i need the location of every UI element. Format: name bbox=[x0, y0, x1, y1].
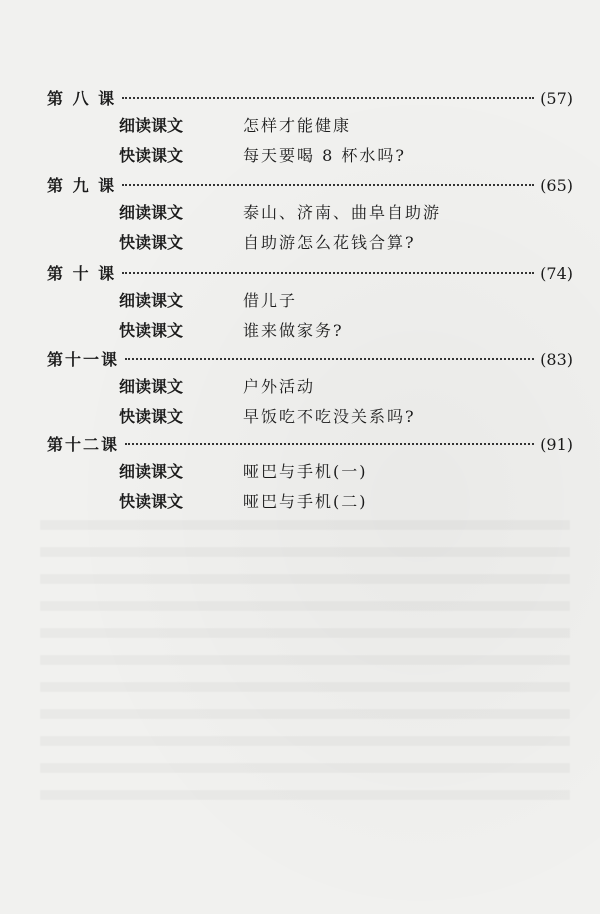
lesson-title: 第 八 课 bbox=[47, 89, 117, 108]
toc-lesson-11 bbox=[47, 347, 573, 431]
lesson-heading[interactable] bbox=[47, 432, 573, 456]
dot-leader bbox=[122, 184, 534, 186]
entry-label: 快读课文 bbox=[119, 233, 184, 252]
lesson-heading[interactable] bbox=[47, 86, 573, 110]
toc-entry[interactable] bbox=[47, 315, 573, 345]
lesson-title: 第十一课 bbox=[47, 350, 120, 369]
entry-label: 快读课文 bbox=[119, 407, 184, 426]
dot-leader bbox=[122, 272, 534, 274]
page-number: (74) bbox=[540, 264, 573, 283]
toc-entry[interactable] bbox=[47, 197, 573, 227]
toc-lesson-9 bbox=[47, 173, 573, 257]
lesson-title: 第 十 课 bbox=[47, 264, 117, 283]
entry-label: 快读课文 bbox=[119, 146, 184, 165]
entry-title: 每天要喝 8 杯水吗? bbox=[243, 146, 406, 165]
toc-entry[interactable] bbox=[47, 486, 573, 516]
dot-leader bbox=[122, 97, 534, 99]
page-number: (83) bbox=[540, 350, 573, 369]
entry-title: 户外活动 bbox=[243, 377, 316, 396]
page-number: (91) bbox=[540, 435, 573, 454]
toc-entry[interactable] bbox=[47, 371, 573, 401]
lesson-title: 第 九 课 bbox=[47, 176, 117, 195]
toc-entry[interactable] bbox=[47, 285, 573, 315]
entry-label: 细读课文 bbox=[119, 116, 184, 135]
toc-entry[interactable] bbox=[47, 110, 573, 140]
entry-label: 快读课文 bbox=[119, 492, 184, 511]
entry-title: 哑巴与手机(一) bbox=[243, 462, 368, 481]
entry-title: 早饭吃不吃没关系吗? bbox=[243, 407, 416, 426]
toc-entry[interactable] bbox=[47, 456, 573, 486]
lesson-heading[interactable] bbox=[47, 347, 573, 371]
entry-label: 细读课文 bbox=[119, 377, 184, 396]
page-number: (57) bbox=[540, 89, 573, 108]
toc-lesson-10 bbox=[47, 261, 573, 345]
entry-label: 细读课文 bbox=[119, 291, 184, 310]
page-number: (65) bbox=[540, 176, 573, 195]
entry-title: 哑巴与手机(二) bbox=[243, 492, 368, 511]
lesson-title: 第十二课 bbox=[47, 435, 120, 454]
toc-entry[interactable] bbox=[47, 140, 573, 170]
toc-lesson-8 bbox=[47, 86, 573, 170]
toc-lesson-12 bbox=[47, 432, 573, 516]
entry-title: 谁来做家务? bbox=[243, 321, 344, 340]
show-through-texture bbox=[40, 520, 570, 800]
dot-leader bbox=[125, 443, 534, 445]
entry-title: 怎样才能健康 bbox=[243, 116, 352, 135]
entry-title: 自助游怎么花钱合算? bbox=[243, 233, 416, 252]
toc-entry[interactable] bbox=[47, 401, 573, 431]
lesson-heading[interactable] bbox=[47, 173, 573, 197]
entry-label: 细读课文 bbox=[119, 462, 184, 481]
dot-leader bbox=[125, 358, 534, 360]
entry-title: 泰山、济南、曲阜自助游 bbox=[243, 203, 442, 222]
entry-label: 快读课文 bbox=[119, 321, 184, 340]
entry-title: 借儿子 bbox=[243, 291, 298, 310]
entry-label: 细读课文 bbox=[119, 203, 184, 222]
lesson-heading[interactable] bbox=[47, 261, 573, 285]
toc-entry[interactable] bbox=[47, 227, 573, 257]
